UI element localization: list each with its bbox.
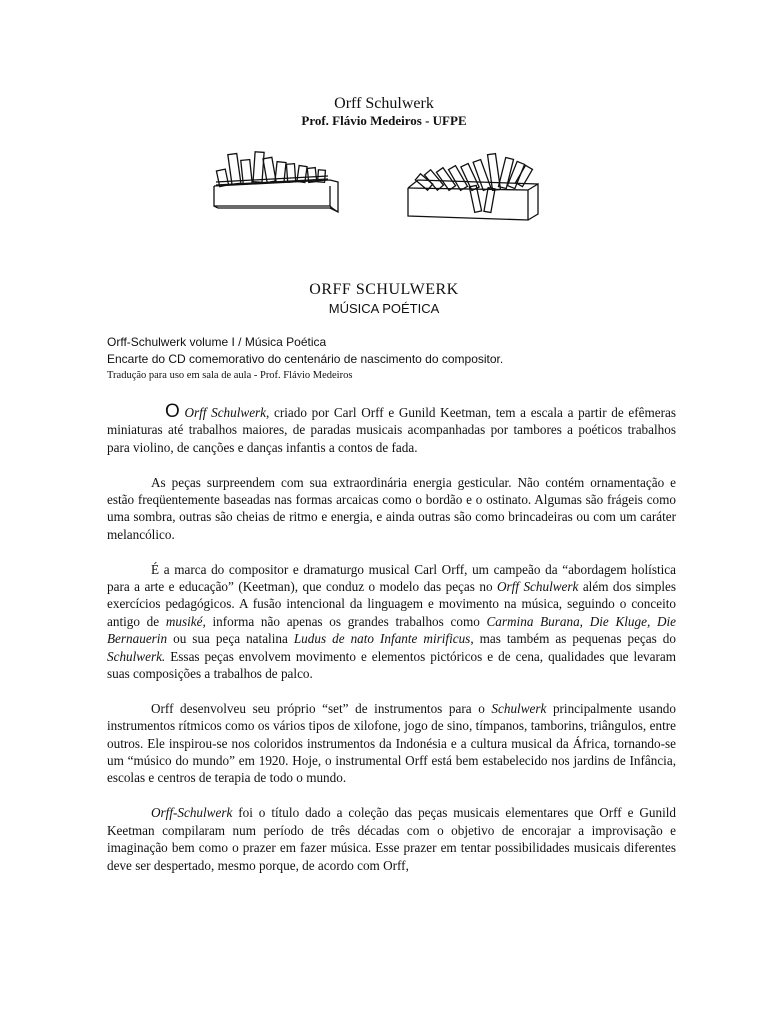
xylophone-drawing-icon: [402, 150, 552, 230]
drop-cap: O: [165, 401, 180, 422]
document-title: Orff Schulwerk: [334, 95, 434, 112]
section-subheading: MÚSICA POÉTICA: [328, 301, 440, 316]
source-info: [107, 334, 667, 383]
xylophone-drawing-icon: [208, 150, 348, 218]
paragraph-5: Orff-Schulwerk foi o título dado a coleção das peças musicais elementares que Orff e Gunild Keetman compilaram num período de três décadas com o objetivo de encorajar a improvisação e imaginação bem como o prazer em fazer música. Esse prazer em tentar possibilidades musicais diferentes deve ser despertado, mesmo porque, de acordo com Orff,: [107, 805, 676, 873]
article-body: [107, 401, 677, 891]
source-line-translation: Tradução para uso em sala de aula - Prof. Flávio Medeiros: [107, 370, 353, 381]
document-author: Prof. Flávio Medeiros - UFPE: [301, 113, 467, 128]
section-heading: ORFF SCHULWERK: [309, 281, 459, 298]
paragraph-3: É a marca do compositor e dramaturgo musical Carl Orff, um campeão da “abordagem holística para a arte e educação” (Keetman), que conduz o modelo das peças no Orff Schulwerk além dos simples exercícios pedagógicos. A fusão intencional da linguagem e movimento na música, seguindo o conceito antigo de musiké, informa não apenas os grandes trabalhos como Carmina Burana, Die Kluge, Die Bernauerin ou sua peça natalina Ludus de nato Infante mirificus, mas também as pequenas peças do Schulwerk. Essas peças envolvem movimento e elementos pictóricos e de cena, qualidades que levaram suas composições a trabalhos de palco.: [107, 561, 676, 682]
paragraph-2: As peças surpreendem com sua extraordinária energia gesticular. Não contém ornamentação e estão freqüentemente baseadas nas formas arcaicas como o bordão e o ostinato. Algumas são frágeis como uma sombra, outras são cheias de ritmo e energia, e ainda outras são como brincadeiras ou com um caráter melancólico.: [107, 474, 676, 542]
paragraph-4: Orff desenvolveu seu próprio “set” de instrumentos para o Schulwerk principalmente usando instrumentos rítmicos como os vários tipos de xilofone, jogo de sino, tímpanos, tamborins, triângulos, entre outros. Ele inspirou-se nos coloridos instrumentos da Indonésia e a cultura musical da África, tornando-se um “músico do mundo” em 1920. Hoje, o instrumental Orff está bem estabelecido nos jardins de Infância, escolas e centros de terapia de todo o mundo.: [107, 700, 676, 786]
source-line-booklet: Encarte do CD comemorativo do centenário de nascimento do compositor.: [107, 352, 504, 366]
paragraph-1: O Orff Schulwerk, criado por Carl Orff e Gunild Keetman, tem a escala a partir de efêmeras miniaturas até trabalhos maiores, de paradas musicais acompanhadas por tambores a poéticos trabalhos para violino, de canções e danças infantis a contos de fada.: [107, 401, 677, 455]
source-line-volume: Orff-Schulwerk volume I / Música Poética: [107, 335, 327, 349]
